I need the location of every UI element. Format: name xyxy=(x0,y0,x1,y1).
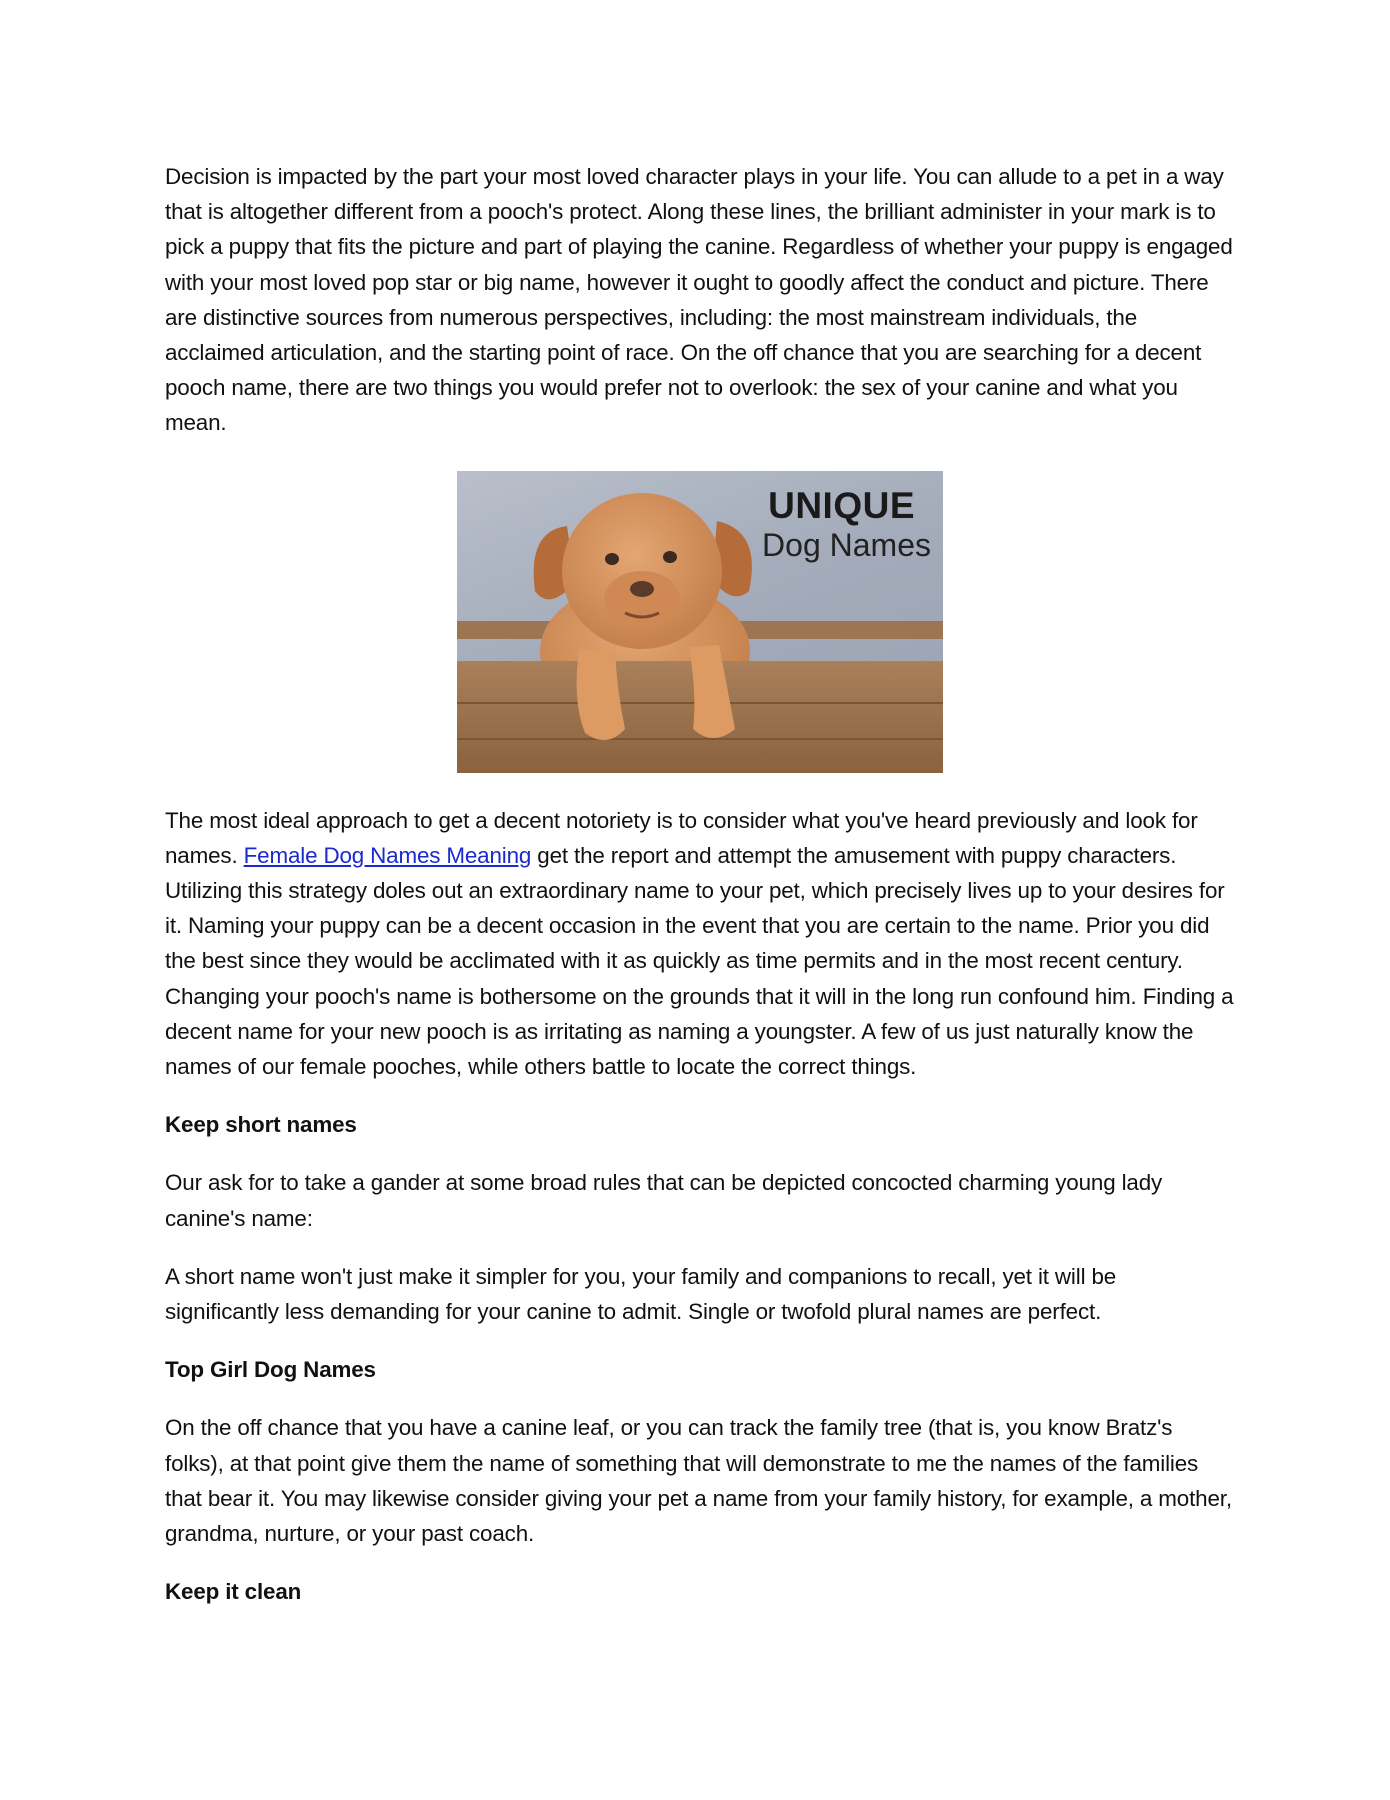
figure-title: UNIQUE xyxy=(768,484,915,526)
puppy-right-eye xyxy=(663,551,677,563)
short-name-paragraph: A short name won't just make it simpler for you, your family and companions to recall, yet it will be significantly less demanding for your canine to admit. Single or twofold plural names are perfect. xyxy=(165,1263,1117,1325)
family-tree-paragraph: On the off chance that you have a canine leaf, or you can track the family tree (that is, you know Bratz's folks), at that point give them the name of something that will demonstrate to me the names of the families that bear it. You may likewise consider giving your pet a name from your family history, for example, a mother, grandma, nurture, or your past coach. xyxy=(165,1415,1232,1547)
document-page xyxy=(165,159,1235,1609)
puppy-banner-image xyxy=(457,471,943,773)
puppy-nose xyxy=(630,581,654,597)
intro-paragraph: Decision is impacted by the part your most loved character plays in your life. You can allude to a pet in a way that is altogether different from a pooch's protect. Along these lines, the brilliant administer in your mark is to pick a puppy that fits the picture and part of playing the canine. Regardless of whether your puppy is engaged with your most loved pop star or big name, however it ought to goodly affect the conduct and picture. There are distinctive sources from numerous perspectives, including: the most mainstream individuals, the acclaimed articulation, and the starting point of race. On the off chance that you are searching for a decent pooch name, there are two things you would prefer not to overlook: the sex of your canine and what you mean. xyxy=(165,164,1233,436)
heading-keep-it-clean: Keep it clean xyxy=(165,1579,302,1605)
puppy-muzzle xyxy=(604,571,680,627)
female-dog-names-meaning-link[interactable]: Female Dog Names Meaning xyxy=(243,842,532,868)
figure-subtitle: Dog Names xyxy=(762,526,931,563)
heading-keep-short-names: Keep short names xyxy=(165,1112,357,1138)
figure-container xyxy=(165,471,1235,773)
approach-text-before: The most ideal approach to get a decent notoriety is to consider what you've heard previously and look for names. xyxy=(165,807,1198,868)
approach-paragraph xyxy=(165,803,1235,1085)
puppy-left-eye xyxy=(605,553,619,565)
heading-top-girl-dog-names: Top Girl Dog Names xyxy=(165,1357,376,1383)
approach-text-after: get the report and attempt the amusement with puppy characters. Utilizing this strategy doles out an extraordinary name to your pet, which precisely lives up to your desires for it. Naming your puppy can be a decent occasion in the event that you are certain to the name. Prior you did the best since they would be acclimated with it as quickly as time permits and in the most recent century. Changing your pooch's name is bothersome on the grounds that it will in the long run confound him. Finding a decent name for your new pooch is as irritating as naming a youngster. A few of us just naturally know the names of our female pooches, while others battle to locate the correct things. xyxy=(165,842,1234,1080)
ask-paragraph: Our ask for to take a gander at some broad rules that can be depicted concocted charming young lady canine's name: xyxy=(165,1170,1163,1231)
